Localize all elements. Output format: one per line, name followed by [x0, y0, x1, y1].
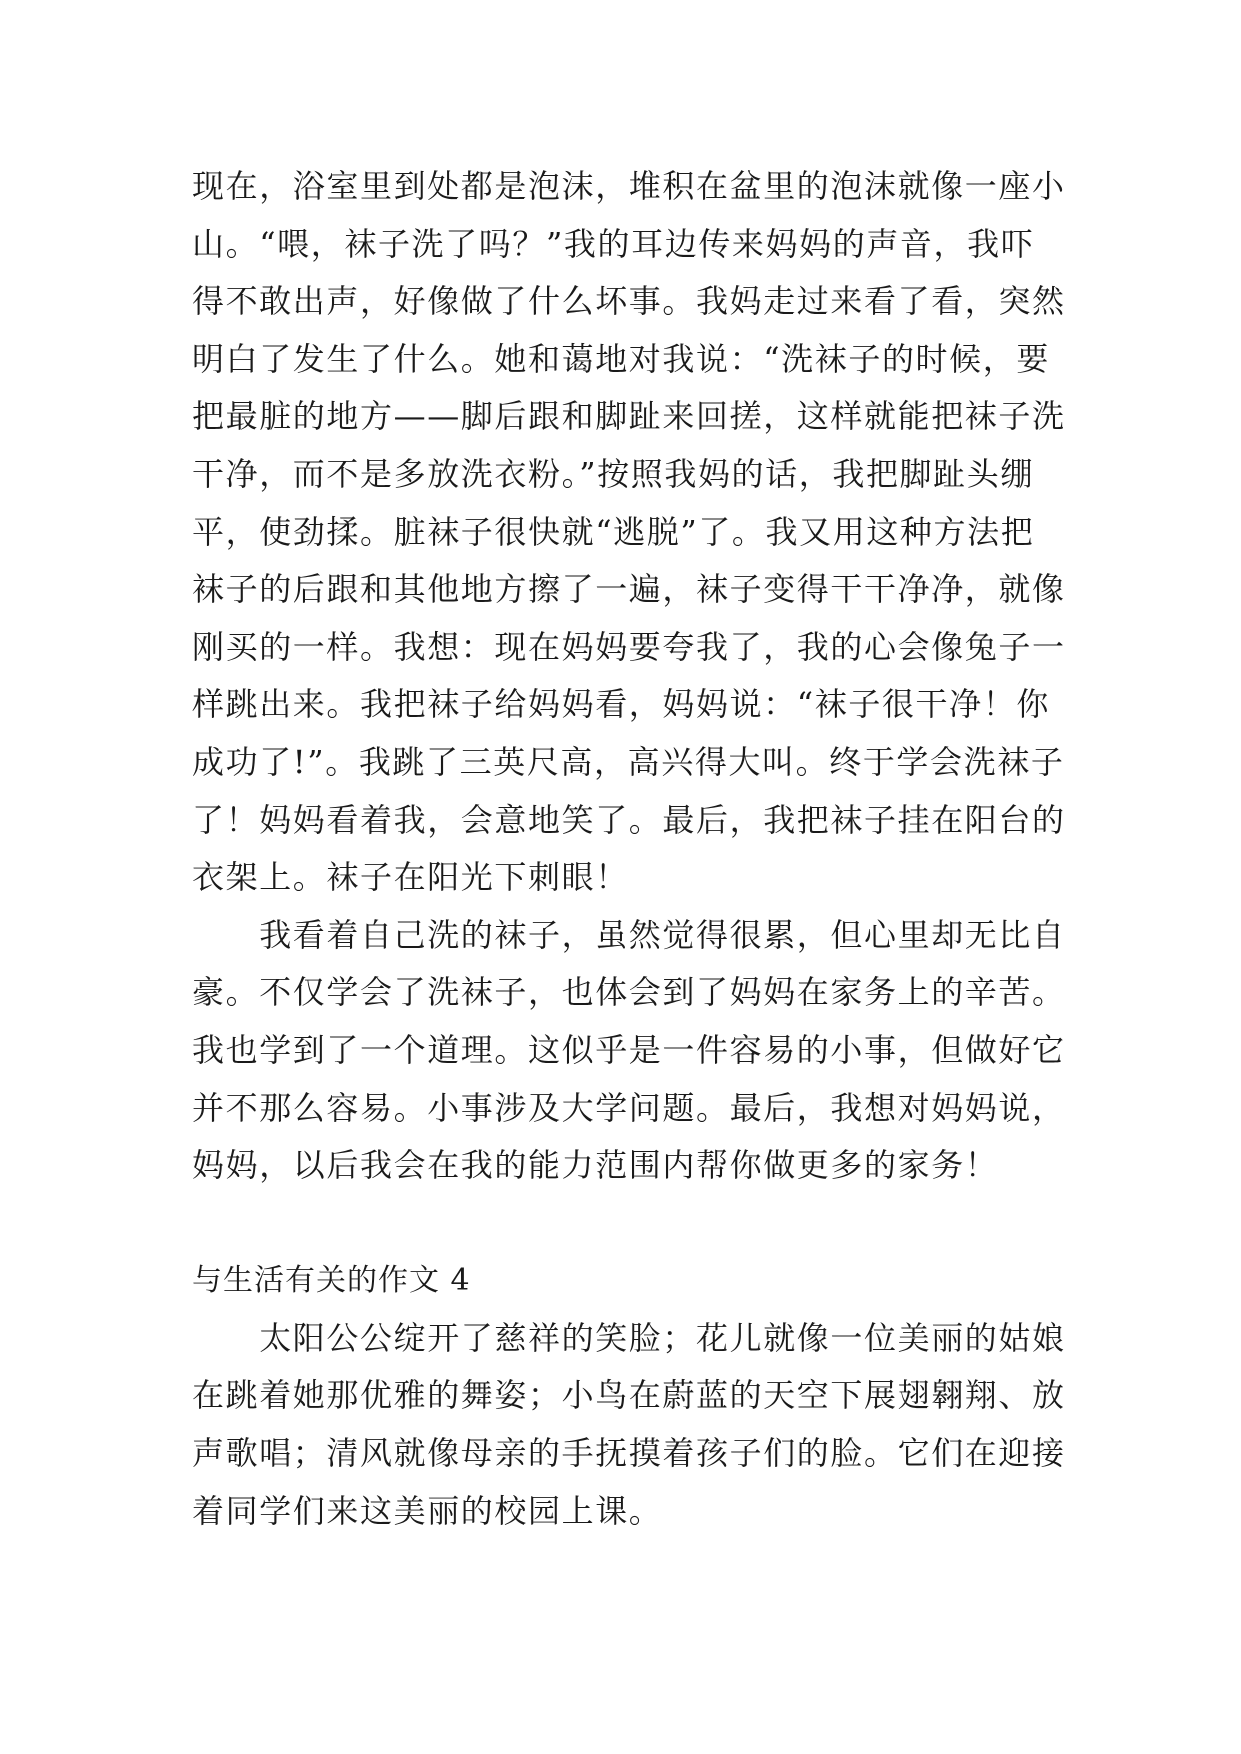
document-body: [192, 158, 1066, 1540]
paragraph-reflection: [192, 907, 1066, 1195]
text-line: 得不敢出声，好像做了什么坏事。我妈走过来看了看，突然: [192, 282, 1066, 321]
text-line: 袜子的后跟和其他地方擦了一遍，袜子变得干干净净，就像: [192, 570, 1066, 609]
text-line: 刚买的一样。我想：现在妈妈要夸我了，我的心会像兔子一: [192, 627, 1066, 666]
text-line: 明白了发生了什么。她和蔼地对我说：“洗袜子的时候，要: [192, 339, 1050, 378]
text-line: 豪。不仅学会了洗袜子，也体会到了妈妈在家务上的辛苦。: [192, 973, 1066, 1012]
text-line: 衣架上。袜子在阳光下刺眼！: [192, 858, 629, 897]
text-line: 并不那么容易。小事涉及大学问题。最后，我想对妈妈说，: [192, 1088, 1066, 1127]
section-heading: 与生活有关的作文 4: [192, 1263, 471, 1299]
text-line: 现在，浴室里到处都是泡沫，堆积在盆里的泡沫就像一座小: [192, 167, 1066, 205]
text-line: 太阳公公绽开了慈祥的笑脸；花儿就像一位美丽的姑娘: [192, 1318, 1066, 1357]
text-line: 我也学到了一个道理。这似乎是一件容易的小事，但做好它: [192, 1030, 1066, 1069]
paragraph-socks-story: [192, 158, 1066, 907]
text-line: 样跳出来。我把袜子给妈妈看，妈妈说：“袜子很干净！你: [192, 685, 1050, 724]
text-line: 妈妈，以后我会在我的能力范围内帮你做更多的家务！: [192, 1146, 999, 1185]
text-line: 声歌唱；清风就像母亲的手抚摸着孩子们的脸。它们在迎接: [192, 1434, 1066, 1473]
text-line: 平，使劲揉。脏袜子很快就“逃脱”了。我又用这种方法把: [192, 512, 1035, 551]
text-line: 山。“喂，袜子洗了吗？”我的耳边传来妈妈的声音，我吓: [192, 224, 1035, 263]
text-line: 成功了!”。我跳了三英尺高，高兴得大叫。终于学会洗袜子: [192, 742, 1065, 781]
paragraph-campus-morning: [192, 1310, 1066, 1540]
text-line: 我看着自己洗的袜子，虽然觉得很累，但心里却无比自: [192, 915, 1066, 954]
section-spacer: [192, 1195, 1052, 1253]
text-line: 把最脏的地方——脚后跟和脚趾来回搓，这样就能把袜子洗: [192, 397, 1066, 436]
text-line: 干净，而不是多放洗衣粉。”按照我妈的话，我把脚趾头绷: [192, 454, 1034, 493]
text-line: 了！妈妈看着我，会意地笑了。最后，我把袜子挂在阳台的: [192, 800, 1066, 839]
text-line: 在跳着她那优雅的舞姿；小鸟在蔚蓝的天空下展翅翱翔、放: [192, 1376, 1066, 1415]
text-line: 着同学们来这美丽的校园上课。: [192, 1491, 663, 1530]
